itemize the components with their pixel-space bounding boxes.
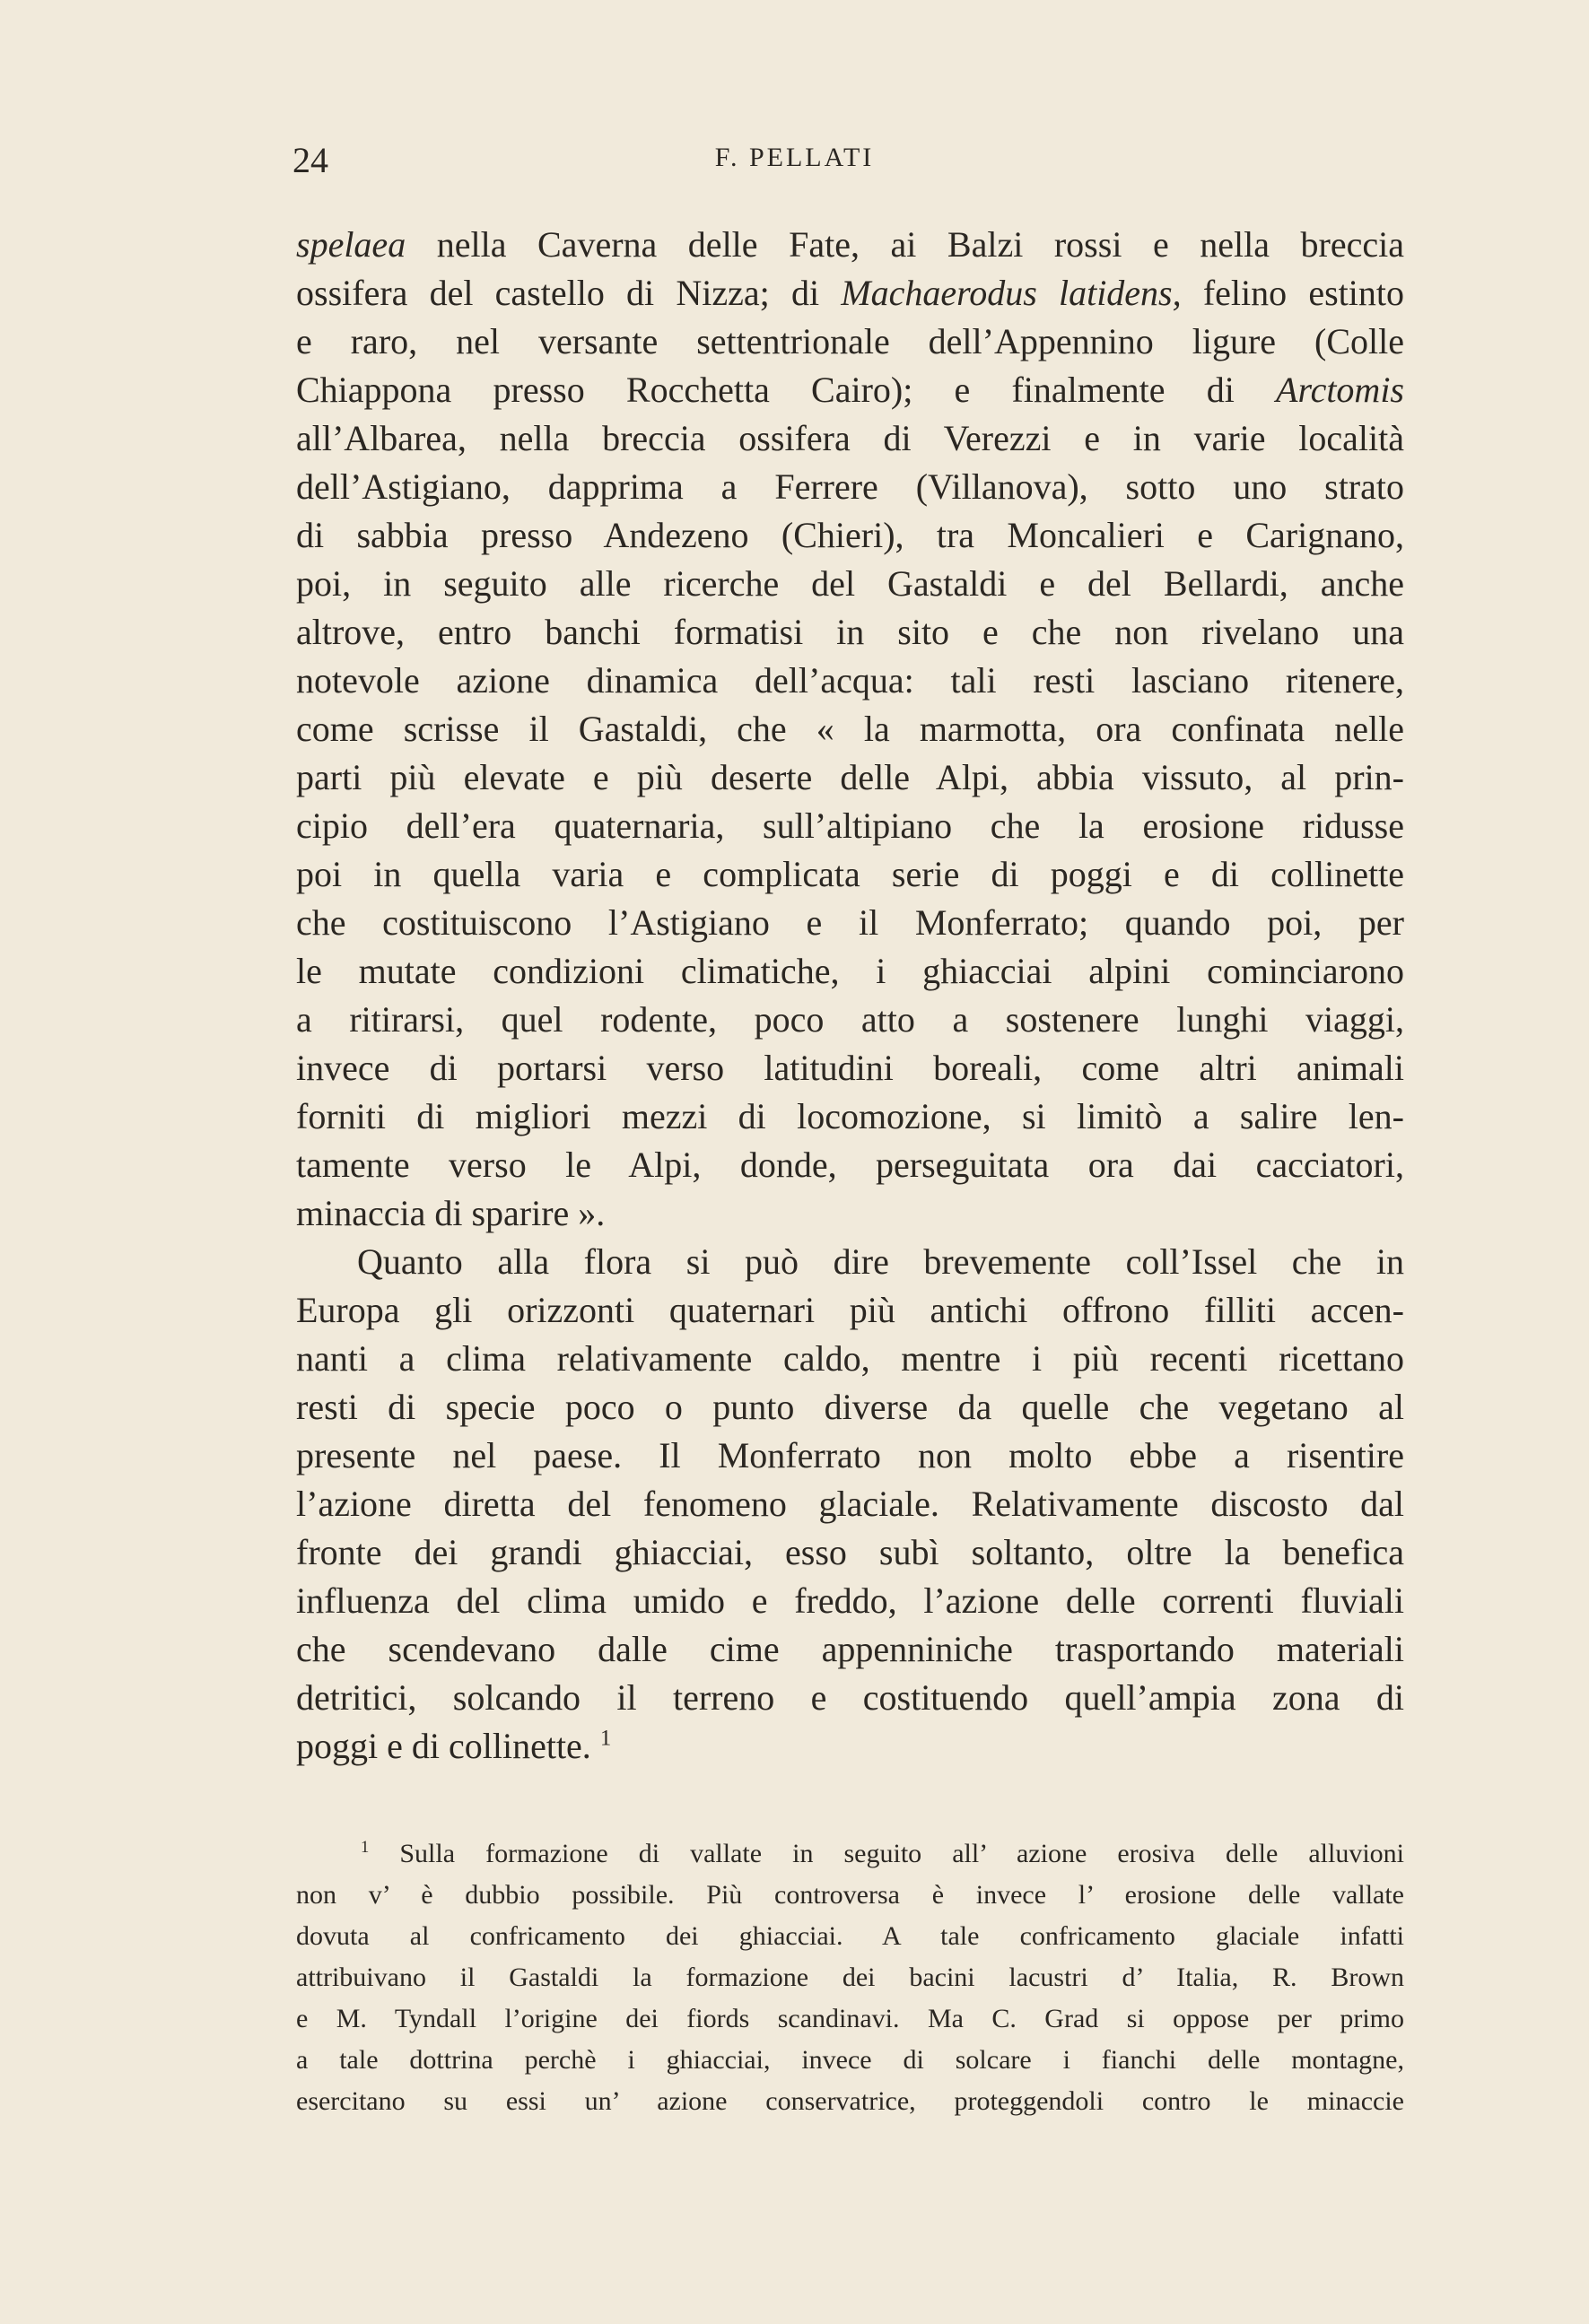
text-line: influenza del clima umido e freddo, l’azione delle correnti fluviali: [296, 1580, 1404, 1621]
text-line: che costituiscono l’Astigiano e il Monferrato; quando poi, per: [296, 902, 1404, 943]
text-line: come scrisse il Gastaldi, che « la marmotta, ora confinata nelle: [296, 709, 1404, 749]
text-line: e raro, nel versante settentrionale dell’Appennino ligure (Colle: [296, 321, 1404, 361]
text-line: spelaea nella Caverna delle Fate, ai Balzi rossi e nella breccia: [296, 224, 1404, 265]
text-line: tamente verso le Alpi, donde, perseguitata ora dai cacciatori,: [296, 1145, 1404, 1185]
text-line: a ritirarsi, quel rodente, poco atto a sostenere lunghi viaggi,: [296, 999, 1404, 1040]
text-line: forniti di migliori mezzi di locomozione, si limitò a salire len-: [296, 1096, 1404, 1136]
text-line: di sabbia presso Andezeno (Chieri), tra Moncalieri e Carignano,: [296, 515, 1404, 555]
text-line: nanti a clima relativamente caldo, mentre i più recenti ricettano: [296, 1338, 1404, 1379]
text-line: ossifera del castello di Nizza; di Machaerodus latidens, felino estinto: [296, 273, 1404, 313]
text-line: Quanto alla flora si può dire brevemente coll’Issel che in: [357, 1241, 1404, 1282]
footnote-line: e M. Tyndall l’origine dei fiords scandinavi. Ma C. Grad si oppose per primo: [296, 2004, 1404, 2033]
footnote-line: $^1$ Sulla formazione di vallate in seguito all’ azione erosiva delle alluvioni: [361, 1838, 1404, 1868]
text-line: poi in quella varia e complicata serie di poggi e di collinette: [296, 854, 1404, 894]
text-line: detritici, solcando il terreno e costituendo quell’ampia zona di: [296, 1677, 1404, 1718]
text-line: dell’Astigiano, dapprima a Ferrere (Villanova), sotto uno strato: [296, 466, 1404, 507]
text-line: poggi e di collinette. $^1$: [296, 1726, 612, 1766]
text-line: l’azione diretta del fenomeno glaciale. Relativamente discosto dal: [296, 1484, 1404, 1524]
text-line: invece di portarsi verso latitudini boreali, come altri animali: [296, 1048, 1404, 1088]
page-header: [0, 139, 1589, 193]
text-line: Europa gli orizzonti quaternari più antichi offrono filliti accen-: [296, 1290, 1404, 1330]
footnote-line: dovuta al confricamento dei ghiacciai. A tale confricamento glaciale infatti: [296, 1921, 1404, 1951]
footnote-line: attribuivano il Gastaldi la formazione dei bacini lacustri d’ Italia, R. Brown: [296, 1963, 1404, 1992]
text-line: cipio dell’era quaternaria, sull’altipiano che la erosione ridusse: [296, 805, 1404, 846]
text-line: notevole azione dinamica dell’acqua: tali resti lasciano ritenere,: [296, 660, 1404, 701]
text-line: resti di specie poco o punto diverse da quelle che vegetano al: [296, 1387, 1404, 1427]
text-line: poi, in seguito alle ricerche del Gastaldi e del Bellardi, anche: [296, 563, 1404, 604]
footnote-reference: 1: [599, 1726, 612, 1751]
footnote-marker: 1: [361, 1838, 370, 1857]
footnote: [296, 1833, 1404, 2122]
text-line: le mutate condizioni climatiche, i ghiacciai alpini cominciarono: [296, 951, 1404, 991]
text-line: presente nel paese. Il Monferrato non molto ebbe a risentire: [296, 1435, 1404, 1475]
text-line: Chiappona presso Rocchetta Cairo); e finalmente di Arctomis: [296, 370, 1404, 410]
text-line: che scendevano dalle cime appenniniche trasportando materiali: [296, 1629, 1404, 1669]
text-line: fronte dei grandi ghiacciai, esso subì soltanto, oltre la benefica: [296, 1532, 1404, 1572]
running-head: F. PELLATI: [714, 143, 875, 172]
main-text: [296, 221, 1404, 1771]
text-line: parti più elevate e più deserte delle Alpi, abbia vissuto, al prin-: [296, 757, 1404, 797]
text-line: altrove, entro banchi formatisi in sito e che non rivelano una: [296, 612, 1404, 652]
footnote-line: esercitano su essi un’ azione conservatrice, proteggendoli contro le minaccie: [296, 2086, 1404, 2116]
page-number: 24: [292, 140, 328, 180]
text-line: minaccia di sparire ».: [296, 1193, 606, 1233]
text-line: all’Albarea, nella breccia ossifera di Verezzi e in varie località: [296, 418, 1404, 458]
footnote-line: non v’ è dubbio possibile. Più controversa è invece l’ erosione delle vallate: [296, 1880, 1404, 1910]
footnote-line: a tale dottrina perchè i ghiacciai, invece di solcare i fianchi delle montagne,: [296, 2045, 1404, 2075]
